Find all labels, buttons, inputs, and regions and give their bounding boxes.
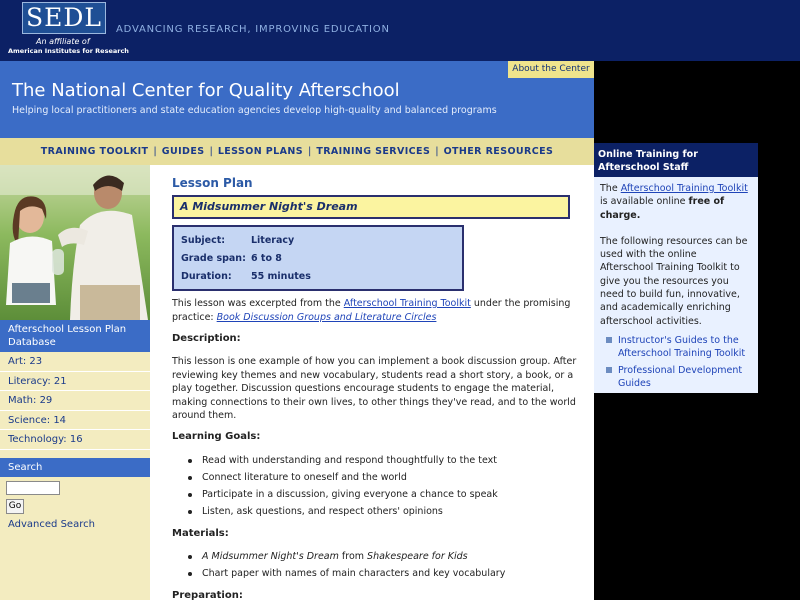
page-heading: Lesson Plan	[172, 176, 253, 190]
category-science[interactable]: Science: 14	[0, 411, 150, 431]
resources-paragraph: The following resources can be used with the online Afterschool Training Toolkit to give you the resources you need to build fun, innovative, and academically enriching afterschool activities.	[600, 235, 748, 327]
category-technology[interactable]: Technology: 16	[0, 430, 150, 450]
subject-label: Subject:	[181, 235, 226, 246]
top-header	[0, 0, 800, 61]
nav-separator: |	[435, 146, 439, 157]
grade-label: Grade span:	[181, 253, 246, 264]
nav-other-resources[interactable]: OTHER RESOURCES	[443, 146, 554, 157]
learning-goals-heading: Learning Goals:	[172, 431, 261, 442]
sedl-logo[interactable]	[8, 2, 129, 58]
main-content	[150, 165, 594, 600]
lesson-plan-database-heading: Afterschool Lesson Plan Database	[0, 320, 150, 352]
excerpt-text-2: under the promising practice:	[172, 298, 571, 323]
nav-separator: |	[307, 146, 312, 157]
material-source: Shakespeare for Kids	[367, 551, 468, 562]
list-item: Chart paper with names of main characters and key vocabulary	[188, 565, 578, 582]
grade-row	[181, 250, 455, 268]
nav-separator: |	[209, 146, 213, 157]
nav-guides[interactable]: GUIDES	[161, 146, 205, 157]
resource-links	[594, 334, 758, 391]
para-text: The	[600, 183, 621, 194]
list-item: Listen, ask questions, and respect others' opinions	[188, 503, 578, 520]
materials-heading: Materials:	[172, 528, 229, 539]
material-title: A Midsummer Night's Dream	[202, 551, 339, 562]
affiliate-org: American Institutes for Research	[8, 47, 129, 55]
lesson-info-box	[172, 225, 464, 291]
online-training-heading: Online Training for Afterschool Staff	[594, 143, 758, 177]
subject-row	[181, 232, 455, 250]
free-of-charge: free of charge.	[600, 196, 725, 221]
learning-goals-list	[188, 452, 578, 520]
site-subtitle: Helping local practitioners and state education agencies develop high-quality and balanced programs	[12, 105, 497, 116]
left-sidebar	[0, 320, 150, 600]
list-item: Participate in a discussion, giving everyone a chance to speak	[188, 486, 578, 503]
practice-link[interactable]: Book Discussion Groups and Literature Circles	[216, 311, 437, 323]
duration-value: 55 minutes	[251, 271, 311, 282]
toolkit-link-right[interactable]: Afterschool Training Toolkit	[620, 183, 748, 194]
excerpt-text: This lesson was excerpted from the	[172, 298, 344, 309]
materials-list	[188, 548, 578, 582]
duration-row	[181, 268, 455, 286]
category-art[interactable]: Art: 23	[0, 352, 150, 372]
header-photo	[0, 165, 150, 320]
lesson-title: A Midsummer Night's Dream	[172, 195, 570, 219]
go-button[interactable]: Go	[6, 499, 24, 514]
category-literacy[interactable]: Literacy: 21	[0, 372, 150, 392]
material-from: from	[338, 551, 368, 562]
teacher-student-photo	[0, 165, 150, 320]
subject-value: Literacy	[251, 235, 295, 246]
affiliate-line: An affiliate of	[36, 37, 90, 46]
nav-training-services[interactable]: TRAINING SERVICES	[316, 146, 431, 157]
description-heading: Description:	[172, 333, 241, 344]
toolkit-link[interactable]: Afterschool Training Toolkit	[343, 298, 471, 309]
main-nav	[0, 138, 594, 165]
nav-separator: |	[153, 146, 157, 157]
search-heading: Search	[0, 458, 150, 477]
right-sidebar	[594, 143, 758, 393]
site-title: The National Center for Quality Afterschool	[12, 80, 400, 101]
nav-training-toolkit[interactable]: TRAINING TOOLKIT	[40, 146, 149, 157]
nav-lesson-plans[interactable]: LESSON PLANS	[217, 146, 303, 157]
instructors-guides-link[interactable]: Instructor's Guides to the Afterschool Training Toolkit	[606, 334, 758, 361]
search-input[interactable]	[6, 481, 60, 495]
advanced-search-link[interactable]: Advanced Search	[8, 518, 95, 530]
list-item	[188, 548, 578, 565]
logo-text: SEDL	[22, 2, 106, 34]
grade-value: 6 to 8	[251, 253, 282, 264]
list-item: Connect literature to oneself and the world	[188, 469, 578, 486]
toolkit-free-paragraph	[594, 182, 758, 222]
list-item: Read with understanding and respond thoughtfully to the text	[188, 452, 578, 469]
professional-development-link[interactable]: Professional Development Guides	[606, 364, 758, 391]
category-math[interactable]: Math: 29	[0, 391, 150, 411]
excerpt-paragraph	[172, 297, 582, 324]
duration-label: Duration:	[181, 271, 232, 282]
description-text: This lesson is one example of how you can implement a book discussion group. After reviewing key themes and new vocabulary, students read a short story, a book, or a play together. Discussion questions encourage students to engage the material, making connections to their own lives, to other things they've read, and to the world around them.	[172, 356, 577, 421]
preparation-heading: Preparation:	[172, 590, 243, 600]
para-text-2: is available online	[600, 196, 689, 208]
about-center-link[interactable]: About the Center	[508, 61, 594, 78]
tagline: ADVANCING RESEARCH, IMPROVING EDUCATION	[116, 24, 390, 35]
